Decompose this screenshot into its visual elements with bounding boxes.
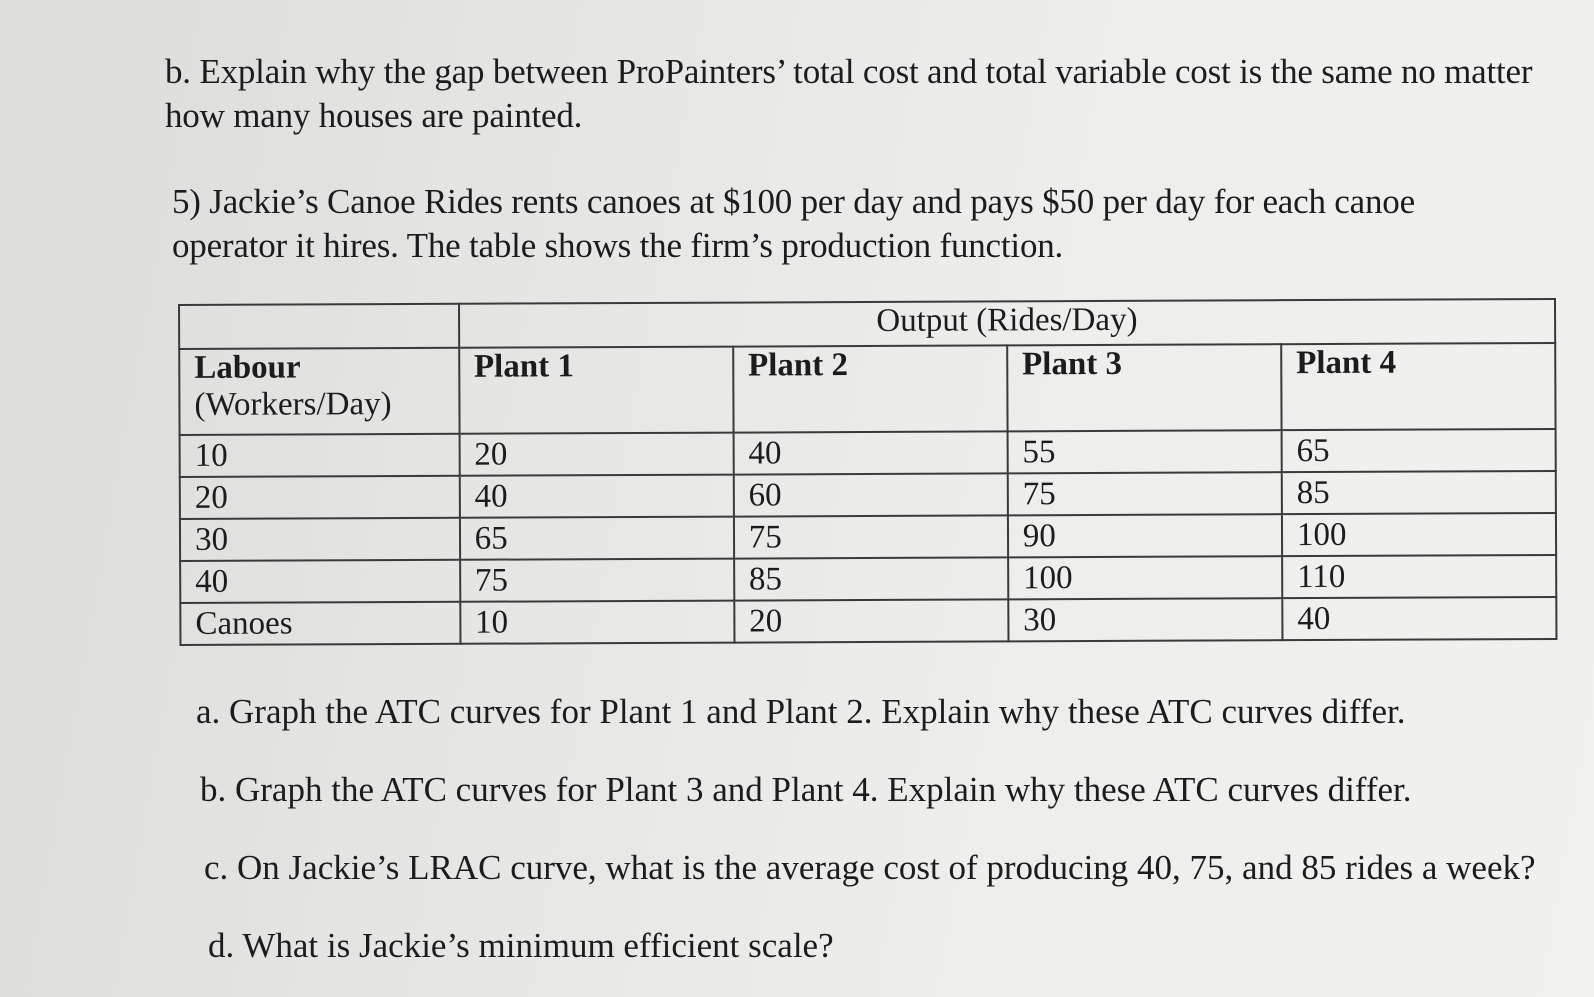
output-cell: 110 [1282, 555, 1556, 598]
table-row [180, 429, 1556, 477]
output-cell: 65 [1281, 429, 1555, 472]
output-cell: 100 [1008, 556, 1282, 599]
question-4b-text: b. Explain why the gap between ProPainters’ total cost and total variable cost is the same no matter how many houses are painted. [165, 52, 1533, 135]
output-cell: 65 [460, 517, 734, 560]
sub-question-d: d. What is Jackie’s minimum efficient scale? [208, 926, 834, 965]
plant-4-header: Plant 4 [1281, 343, 1555, 430]
labour-cell: 10 [180, 434, 460, 477]
output-header-bold: Output [876, 302, 969, 339]
plant-1-header: Plant 1 [459, 347, 733, 434]
production-function-table [178, 298, 1557, 646]
output-cell: 75 [460, 559, 734, 602]
labour-header: Labour [194, 349, 301, 386]
labour-header-cell [179, 348, 459, 435]
question-5-text: 5) Jackie’s Canoe Rides rents canoes at $100 per day and pays $50 per day for each canoe operator it hires. The table shows the firm’s production function. [172, 182, 1415, 265]
output-cell: 20 [459, 433, 733, 476]
table-corner-cell [179, 304, 459, 349]
canoes-cell: 20 [734, 599, 1008, 642]
table-row [180, 471, 1556, 519]
labour-cell: 20 [180, 476, 460, 519]
sub-question-c: c. On Jackie’s LRAC curve, what is the average cost of producing 40, 75, and 85 rides a week? [204, 848, 1536, 887]
table-header-row [179, 343, 1555, 435]
output-group-header [459, 299, 1555, 348]
output-cell: 75 [734, 515, 1008, 558]
canoes-cell: 40 [1282, 597, 1556, 640]
output-cell: 60 [734, 473, 1008, 516]
output-cell: 100 [1282, 513, 1556, 556]
table-row [180, 555, 1556, 603]
labour-cell: 30 [180, 518, 460, 561]
output-cell: 75 [1008, 472, 1282, 515]
output-cell: 85 [1282, 471, 1556, 514]
output-cell: 85 [734, 557, 1008, 600]
sub-question-a: a. Graph the ATC curves for Plant 1 and Plant 2. Explain why these ATC curves differ. [196, 692, 1406, 731]
table-group-header-row [179, 299, 1555, 349]
canoes-label: Canoes [180, 602, 460, 645]
canoes-row [180, 597, 1556, 645]
labour-cell: 40 [180, 560, 460, 603]
output-cell: 40 [733, 431, 1007, 474]
plant-3-header: Plant 3 [1007, 344, 1281, 431]
output-cell: 55 [1007, 430, 1281, 473]
canoes-cell: 30 [1008, 598, 1282, 641]
output-header-unit: (Rides/Day) [976, 301, 1138, 339]
canoes-cell: 10 [460, 601, 734, 644]
output-cell: 90 [1008, 514, 1282, 557]
labour-subheader: (Workers/Day) [194, 386, 392, 423]
output-cell: 40 [459, 475, 733, 518]
table-row [180, 513, 1556, 561]
plant-2-header: Plant 2 [733, 345, 1007, 432]
sub-question-b: b. Graph the ATC curves for Plant 3 and Plant 4. Explain why these ATC curves differ. [200, 770, 1412, 809]
